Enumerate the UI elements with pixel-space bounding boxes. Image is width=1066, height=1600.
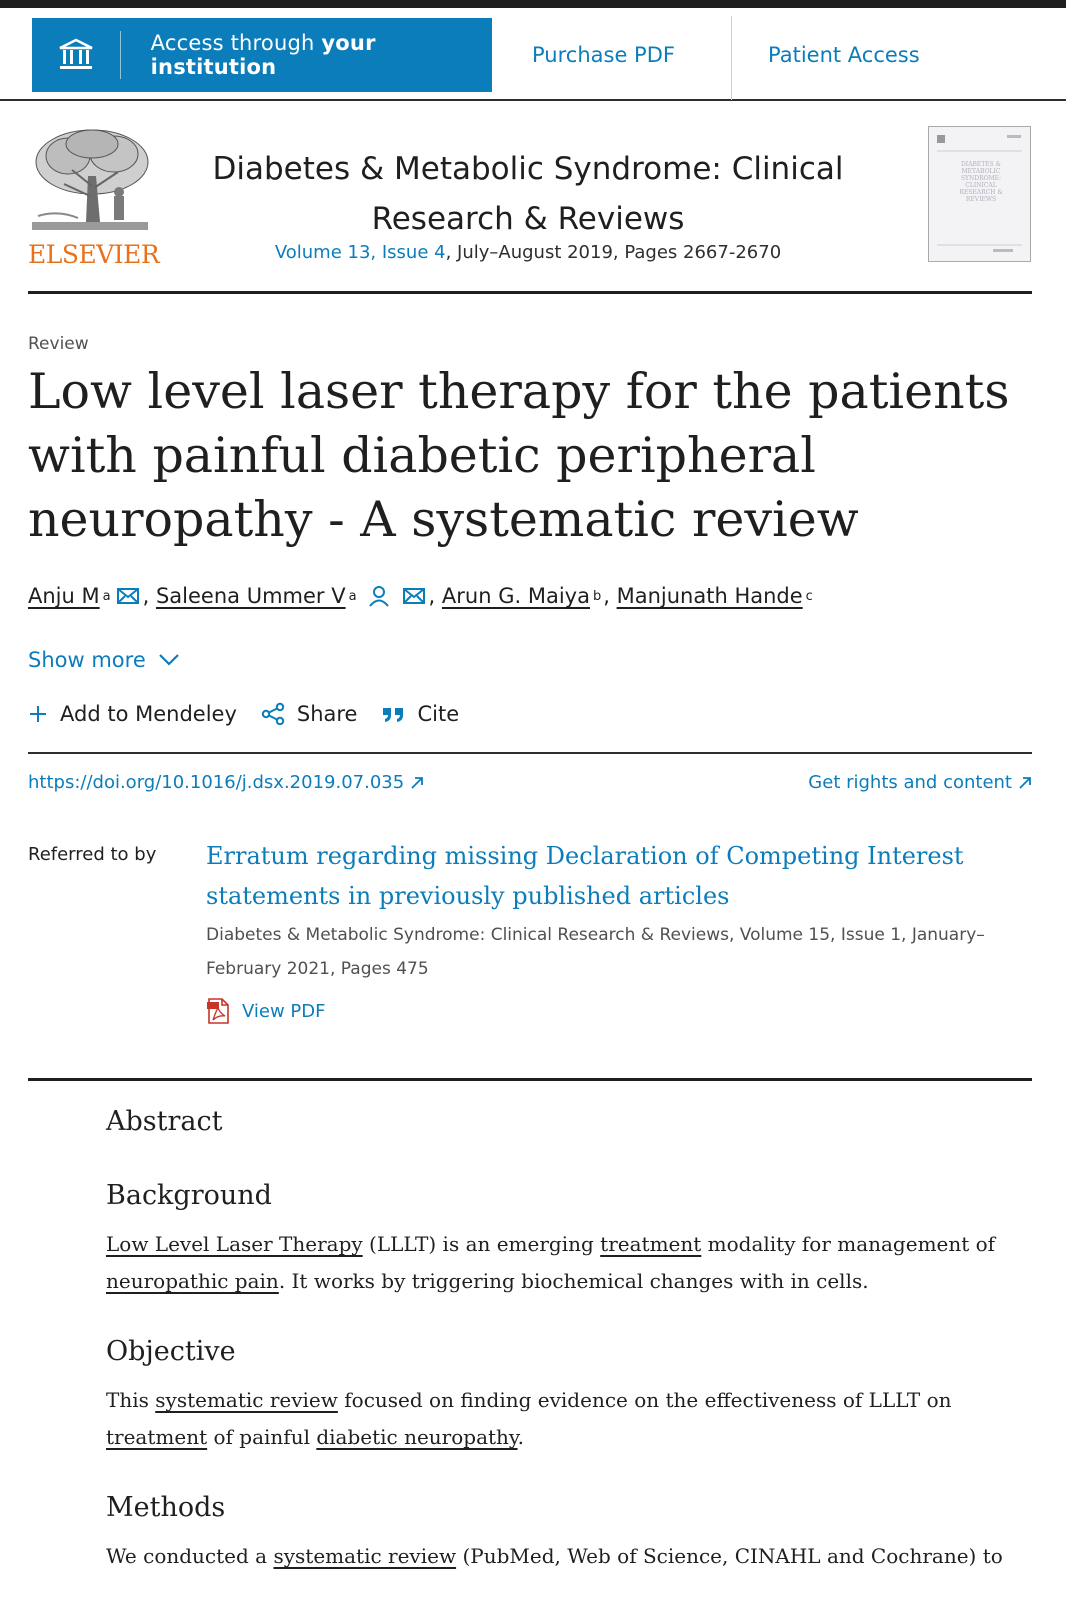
author-link[interactable]: Manjunath Hande <box>616 584 803 608</box>
issue-date-pages: , July–August 2019, Pages 2667-2670 <box>445 242 782 263</box>
paragraph-text: of painful <box>207 1425 317 1449</box>
author-link[interactable]: Anju M <box>28 584 100 608</box>
author-link[interactable]: Arun G. Maiya <box>441 584 590 608</box>
journal-issue-info <box>178 242 878 263</box>
article-actions-bar <box>28 702 1032 754</box>
share-icon <box>261 702 285 726</box>
author-separator: , <box>428 584 436 608</box>
lllt-term-link[interactable]: Low Level Laser Therapy <box>106 1232 363 1256</box>
journal-title[interactable]: Diabetes & Metabolic Syndrome: Clinical Research & Reviews <box>212 151 844 237</box>
purchase-pdf-link[interactable]: Purchase PDF <box>532 43 675 67</box>
abstract-heading: Abstract <box>106 1106 223 1137</box>
journal-cover-thumbnail[interactable] <box>928 126 1031 262</box>
affiliation-marker[interactable]: b <box>592 588 602 604</box>
share-button[interactable] <box>261 702 358 726</box>
treatment-term-link[interactable]: treatment <box>600 1232 702 1256</box>
paragraph-text: focused on finding evidence on the effectiveness of LLLT on <box>337 1388 952 1412</box>
show-more-toggle[interactable] <box>28 648 180 672</box>
elsevier-logo[interactable] <box>28 126 160 269</box>
doi-link[interactable] <box>28 772 424 793</box>
view-pdf-link[interactable] <box>206 998 326 1024</box>
paragraph-text: (LLLT) is an emerging <box>362 1232 601 1256</box>
add-to-mendeley-button[interactable] <box>28 702 237 726</box>
systematic-review-term-link[interactable]: systematic review <box>273 1544 457 1568</box>
cite-button[interactable] <box>381 702 459 726</box>
systematic-review-term-link[interactable]: systematic review <box>155 1388 338 1412</box>
methods-heading: Methods <box>106 1492 226 1523</box>
chevron-down-icon <box>158 653 180 667</box>
elsevier-tree-icon <box>28 126 152 236</box>
person-icon[interactable] <box>369 585 389 607</box>
institution-icon <box>32 18 120 92</box>
access-options-bar <box>0 8 1066 101</box>
rights-label: Get rights and content <box>808 772 1012 793</box>
background-heading: Background <box>106 1180 272 1211</box>
affiliation-marker[interactable]: c <box>805 588 813 604</box>
abstract-section <box>106 1104 1006 1575</box>
external-link-icon <box>410 776 424 790</box>
get-rights-link[interactable] <box>808 772 1032 793</box>
email-icon[interactable] <box>117 588 139 604</box>
access-through-institution-button[interactable] <box>32 18 492 92</box>
author-separator: , <box>142 584 150 608</box>
section-divider <box>28 1078 1032 1081</box>
plus-icon <box>28 704 48 724</box>
affiliation-marker[interactable]: a <box>348 588 357 604</box>
quote-icon <box>381 704 405 724</box>
paragraph-text: . It works by triggering biochemical changes with in cells. <box>278 1269 869 1293</box>
paragraph-text: This <box>106 1388 156 1412</box>
author-link[interactable]: Saleena Ummer V <box>155 584 346 608</box>
cite-label: Cite <box>417 702 460 726</box>
view-pdf-label: View PDF <box>242 1000 326 1022</box>
mendeley-label: Add to Mendeley <box>60 702 237 726</box>
objective-paragraph <box>106 1382 1006 1456</box>
paragraph-text: We conducted a <box>106 1544 274 1568</box>
article-type: Review <box>28 334 89 354</box>
paragraph-text: (PubMed, Web of Science, CINAHL and Cochrane) to <box>456 1544 1003 1568</box>
email-icon[interactable] <box>403 588 425 604</box>
diabetic-neuropathy-term-link[interactable]: diabetic neuropathy <box>316 1425 518 1449</box>
share-label: Share <box>296 702 358 726</box>
erratum-source: Diabetes & Metabolic Syndrome: Clinical Research & Reviews, Volume 15, Issue 1, January–February 2021, Pages 475 <box>206 925 985 979</box>
publisher-name: ELSEVIER <box>28 240 160 269</box>
author-list <box>28 584 815 608</box>
erratum-link[interactable]: Erratum regarding missing Declaration of Competing Interest statements in previously published articles <box>206 842 964 910</box>
paragraph-text: modality for management of <box>701 1232 996 1256</box>
neuropathic-pain-term-link[interactable]: neuropathic pain <box>106 1269 279 1293</box>
volume-issue-link[interactable]: Volume 13, Issue 4 <box>274 242 446 263</box>
top-border <box>0 0 1066 8</box>
institution-label: Access through your institution <box>150 31 376 79</box>
access-separator <box>731 16 732 100</box>
background-paragraph <box>106 1226 1006 1300</box>
paragraph-text: . <box>517 1425 524 1449</box>
external-link-icon <box>1018 776 1032 790</box>
article-title: Low level laser therapy for the patients with painful diabetic peripheral neuropathy - A systematic review <box>28 363 1010 548</box>
objective-heading: Objective <box>106 1336 236 1367</box>
cover-title: DIABETES & METABOLIC SYNDROME: CLINICAL RESEARCH & REVIEWS <box>959 161 1003 203</box>
journal-header <box>28 122 1032 294</box>
treatment-term-link[interactable]: treatment <box>106 1425 208 1449</box>
referred-to-label: Referred to by <box>28 844 157 865</box>
doi-label: https://doi.org/10.1016/j.dsx.2019.07.035 <box>28 772 405 793</box>
author-separator: , <box>603 584 610 608</box>
pdf-icon <box>206 998 230 1024</box>
patient-access-link[interactable]: Patient Access <box>768 43 920 67</box>
methods-paragraph <box>106 1538 1006 1575</box>
show-more-label: Show more <box>28 648 146 672</box>
affiliation-marker[interactable]: a <box>102 588 111 604</box>
